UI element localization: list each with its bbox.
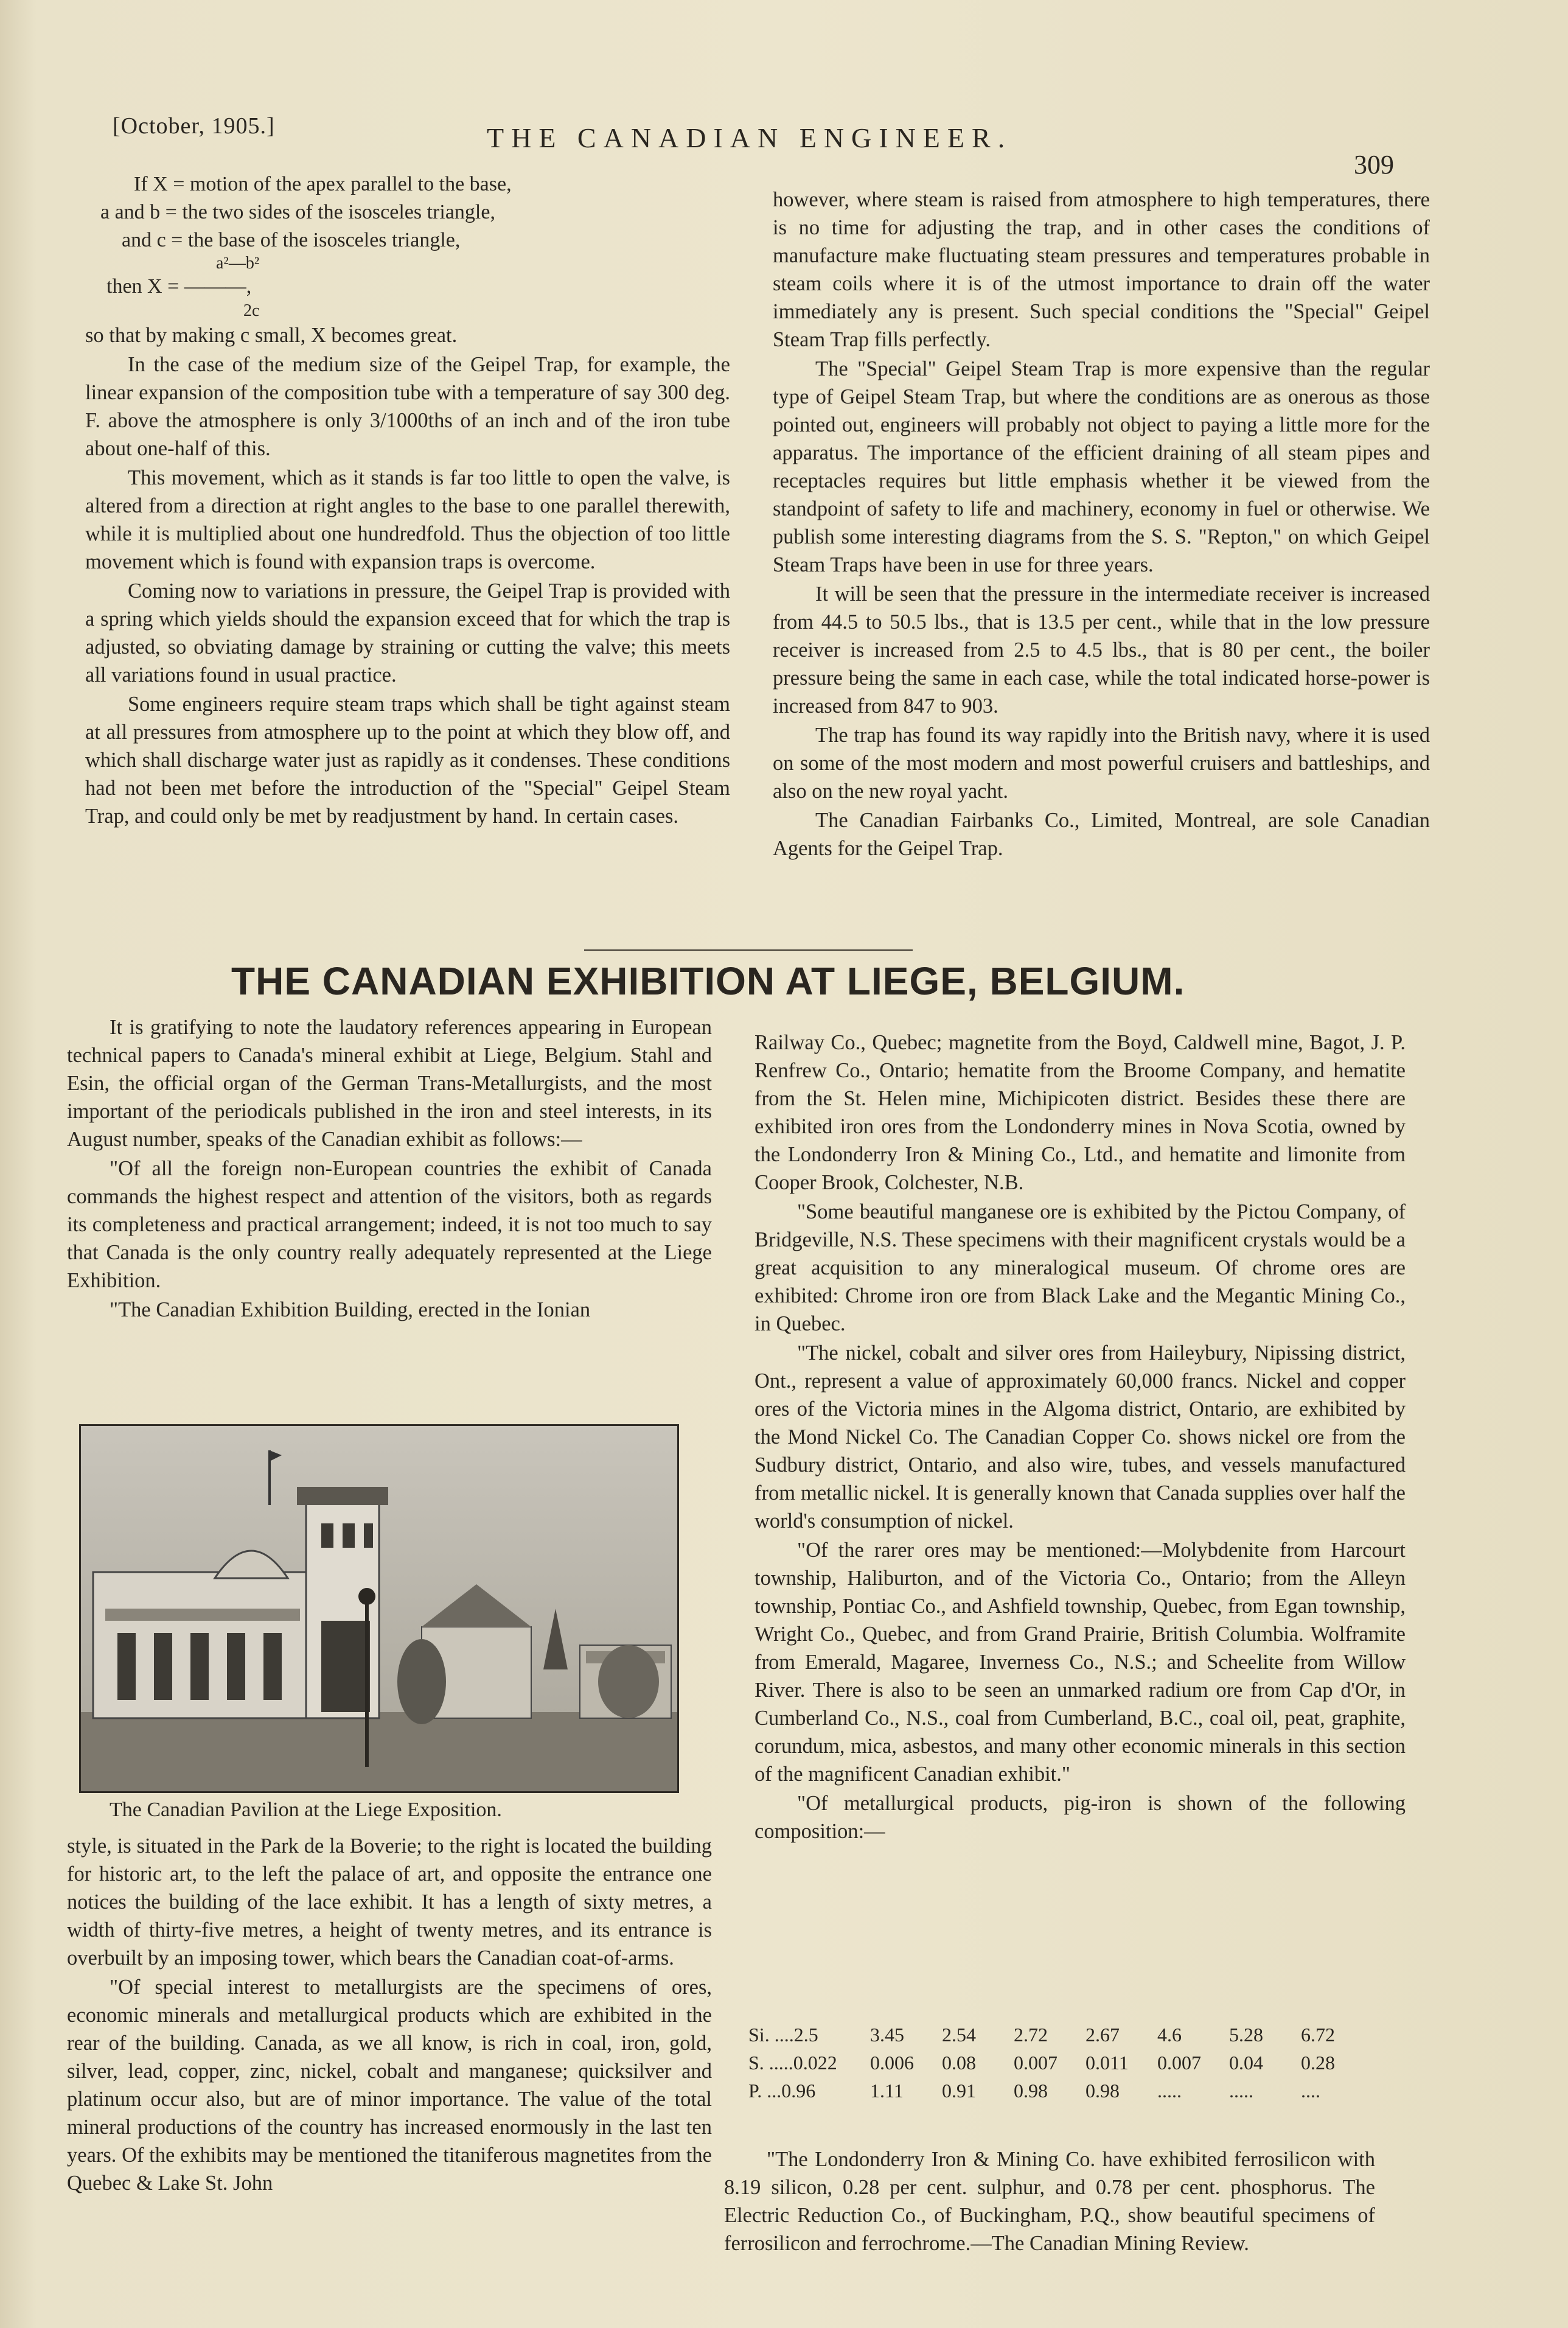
equation-block — [85, 170, 730, 321]
table-cell: S. .....0.022 — [748, 2052, 837, 2074]
page-number: 309 — [1354, 150, 1394, 180]
table-cell: 0.28 — [1301, 2052, 1335, 2074]
table-cell: P. ...0.96 — [748, 2080, 816, 2102]
table-cell: 5.28 — [1229, 2024, 1263, 2046]
article-headline: THE CANADIAN EXHIBITION AT LIEGE, BELGIUM. — [231, 959, 1185, 1003]
article-left-column-continued — [67, 1832, 712, 2198]
pavilion-photograph — [79, 1424, 679, 1793]
top-left-column — [85, 170, 730, 831]
article-left-column — [67, 1013, 712, 1325]
table-row — [748, 2021, 1373, 2049]
article-right-column — [754, 1029, 1406, 1847]
table-cell: 0.08 — [942, 2052, 976, 2074]
table-cell: 2.54 — [942, 2024, 976, 2046]
equation-line: a and b = the two sides of the isosceles triangle, — [100, 201, 495, 223]
paragraph: It is gratifying to note the laudatory references appearing in European technical papers to Canada's mineral exhibit at Liege, Belgium. Stahl and Esin, the official organ of the German Trans-Metallurgists, and the most important of the periodicals published in the iron and steel interests, in its August number, speaks of the Canadian exhibit as follows:— — [67, 1016, 712, 1151]
equation-line: then X = ———, — [106, 275, 252, 298]
journal-title: THE CANADIAN ENGINEER. — [487, 122, 1012, 153]
table-cell: 0.04 — [1229, 2052, 1263, 2074]
equation-denominator: 2c — [243, 301, 260, 320]
table-cell: 0.006 — [870, 2052, 914, 2074]
paragraph: Some engineers require steam traps which shall be tight against steam at all pressures from atmosphere up to the point at which they blow off, and which shall discharge water just as rapidly as it condenses. These conditions had not been met before the introduction of the "Special" Geipel Steam Trap, and could only be met by readjustment by hand. In certain cases. — [85, 693, 730, 828]
paragraph: Railway Co., Quebec; magnetite from the Boyd, Caldwell mine, Bagot, J. P. Renfrew Co., Ontario; hematite from the Broome Company, and hematite from the St. Helen mine, Michipicoten district. Besides these there are exhibited iron ores from the Londonderry mines in Nova Scotia, owned by the Londonderry Iron & Mining Co., Ltd., and hematite and limonite from Cooper Brook, Colchester, N.B. — [754, 1031, 1406, 1194]
paragraph: style, is situated in the Park de la Boverie; to the right is located the building for historic art, to the left the palace of art, and opposite the entrance one notices the building of the lace exhibit. It has a length of sixty metres, a width of thirty-five metres, a height of twenty metres, and its entrance is overbuilt by an imposing tower, which bears the Canadian coat-of-arms. — [67, 1834, 712, 1970]
table-cell: 0.007 — [1014, 2052, 1058, 2074]
paragraph: "The Londonderry Iron & Mining Co. have exhibited ferrosilicon with 8.19 silicon, 0.28 per cent. sulphur, and 0.78 per cent. phosphorus. The Electric Reduction Co., of Buckingham, P.Q., show beautiful specimens of ferrosilicon and ferrochrome.—The Canadian Mining Review. — [724, 2148, 1375, 2255]
table-cell: 4.6 — [1157, 2024, 1182, 2046]
equation-numerator: a²—b² — [216, 254, 260, 273]
table-row — [748, 2077, 1373, 2105]
pig-iron-composition-table — [748, 2021, 1373, 2105]
paragraph: In the case of the medium size of the Geipel Trap, for example, the linear expansion of the composition tube with a temperature of say 300 deg. F. above the atmosphere is only 3/1000ths of an inch and of the iron tube about one-half of this. — [85, 353, 730, 460]
paragraph: Coming now to variations in pressure, the Geipel Trap is provided with a spring which yields should the expansion exceed that for which the trap is adjusted, so obviating damage by straining or cutting the valve; this meets all variations found in usual practice. — [85, 579, 730, 687]
table-cell: .... — [1301, 2080, 1320, 2102]
paragraph: so that by making c small, X becomes great. — [85, 324, 458, 347]
table-cell: 3.45 — [870, 2024, 904, 2046]
pavilion-illustration — [81, 1426, 677, 1791]
section-divider — [584, 949, 913, 951]
table-cell: 0.011 — [1085, 2052, 1129, 2074]
table-cell: ..... — [1157, 2080, 1182, 2102]
table-cell: 6.72 — [1301, 2024, 1335, 2046]
table-row — [748, 2049, 1373, 2077]
paragraph: "Of special interest to metallurgists are the specimens of ores, economic minerals and metallurgical products which are exhibited in the rear of the building. Canada, as we all know, is rich in coal, iron, gold, silver, lead, copper, zinc, nickel, cobalt and manganese; quicksilver and platinum occur also, but are of minor importance. The value of the total mineral productions of the country has increased enormously in the last ten years. Of the exhibits may be mentioned the titaniferous magnetites from the Quebec & Lake St. John — [67, 1976, 712, 2195]
paragraph: The trap has found its way rapidly into the British navy, where it is used on some of the most modern and most powerful cruisers and battleships, and also on the new royal yacht. — [773, 724, 1430, 803]
paragraph: "The Canadian Exhibition Building, erected in the Ionian — [110, 1298, 591, 1321]
paragraph: however, where steam is raised from atmosphere to high temperatures, there is no time for adjusting the trap, and in other cases the conditions of manufacture make fluctuating steam pressures and temperatures probable in steam coils where it is of the utmost importance to drain off the water immediately any is present. Such special conditions the "Special" Geipel Steam Trap fills perfectly. — [773, 188, 1430, 351]
paragraph: The "Special" Geipel Steam Trap is more expensive than the regular type of Geipel Steam Trap, but where the conditions are as onerous as those pointed out, engineers will probably not object to paying a little more for the apparatus. The importance of the efficient draining of all steam pipes and receptacles requires but little emphasis whether it be viewed from the standpoint of safety to life and machinery, economy in fuel or otherwise. We publish some interesting diagrams from the S. S. "Repton," on which Geipel Steam Traps have been in use for three years. — [773, 357, 1430, 576]
paragraph: "The nickel, cobalt and silver ores from Haileybury, Nipissing district, Ont., represent a value of approximately 60,000 francs. Nickel and copper ores of the Victoria mines in the Algoma district, Ontario, are exhibited by the Mond Nickel Co. The Canadian Copper Co. shows nickel ore from the Sudbury district, Ontario, and also wire, tubes, and vessels manufactured from metallic nickel. It is generally known that Canada supplies over half the world's consumption of nickel. — [754, 1341, 1406, 1533]
issue-date: [October, 1905.] — [113, 113, 275, 139]
table-cell: 0.98 — [1014, 2080, 1048, 2102]
table-cell: ..... — [1229, 2080, 1253, 2102]
table-cell: 0.91 — [942, 2080, 976, 2102]
paragraph: The Canadian Fairbanks Co., Limited, Montreal, are sole Canadian Agents for the Geipel Trap. — [773, 809, 1430, 860]
paragraph: It will be seen that the pressure in the intermediate receiver is increased from 44.5 to 50.5 lbs., that is 13.5 per cent., while that in the low pressure receiver is increased from 2.5 to 4.5 lbs., that is 80 per cent., the boiler pressure being the same in each case, while the total indicated horse-power is increased from 847 to 903. — [773, 582, 1430, 718]
equation-line: If X = motion of the apex parallel to the base, — [134, 173, 512, 195]
paragraph: "Some beautiful manganese ore is exhibited by the Pictou Company, of Bridgeville, N.S. These specimens with their magnificent crystals would be a great acquisition to any mineralogical museum. Of chrome ores are exhibited: Chrome iron ore from Black Lake and the Megantic Mining Co., in Quebec. — [754, 1200, 1406, 1335]
paragraph: "Of all the foreign non-European countries the exhibit of Canada commands the highest respect and attention of the visitors, both as regards its completeness and practical arrangement; indeed, it is not too much to say that Canada is the only country really adequately represented at the Liege Exhibition. — [67, 1157, 712, 1292]
paragraph: "Of the rarer ores may be mentioned:—Molybdenite from Harcourt township, Haliburton, and of the Victoria Co., Ontario; from the Alleyn township, Pontiac Co., and Ashfield township, Quebec, from Egan township, Wright Co., Quebec, and from Grand Prairie, British Columbia. Wolframite from Emerald, Magaree, Inverness Co., N.S.; and Scheelite from Willow River. There is also to be seen an unmarked radium ore from Cap d'Or, in Cumberland Co., N.S., coal from Cumberland, B.C., coal oil, peat, graphite, corundum, mica, asbestos, and many other economic minerals in this section of the magnificent Canadian exhibit." — [754, 1539, 1406, 1786]
equation-line: and c = the base of the isosceles triangle, — [122, 229, 461, 251]
table-cell: 0.007 — [1157, 2052, 1201, 2074]
table-cell: 1.11 — [870, 2080, 904, 2102]
paragraph: "Of metallurgical products, pig-iron is shown of the following composition:— — [754, 1792, 1406, 1843]
table-cell: 2.72 — [1014, 2024, 1048, 2046]
top-right-column — [773, 186, 1430, 864]
table-cell: 2.67 — [1085, 2024, 1120, 2046]
table-cell: Si. ....2.5 — [748, 2024, 818, 2046]
table-cell: 0.98 — [1085, 2080, 1120, 2102]
article-right-column-end — [724, 2145, 1375, 2259]
photo-caption: The Canadian Pavilion at the Liege Exposition. — [110, 1798, 502, 1821]
paragraph: This movement, which as it stands is far too little to open the valve, is altered from a direction at right angles to the base to one parallel therewith, while it is multiplied about one hundredfold. Thus the objection of too little movement which is found with expansion traps is overcome. — [85, 466, 730, 573]
